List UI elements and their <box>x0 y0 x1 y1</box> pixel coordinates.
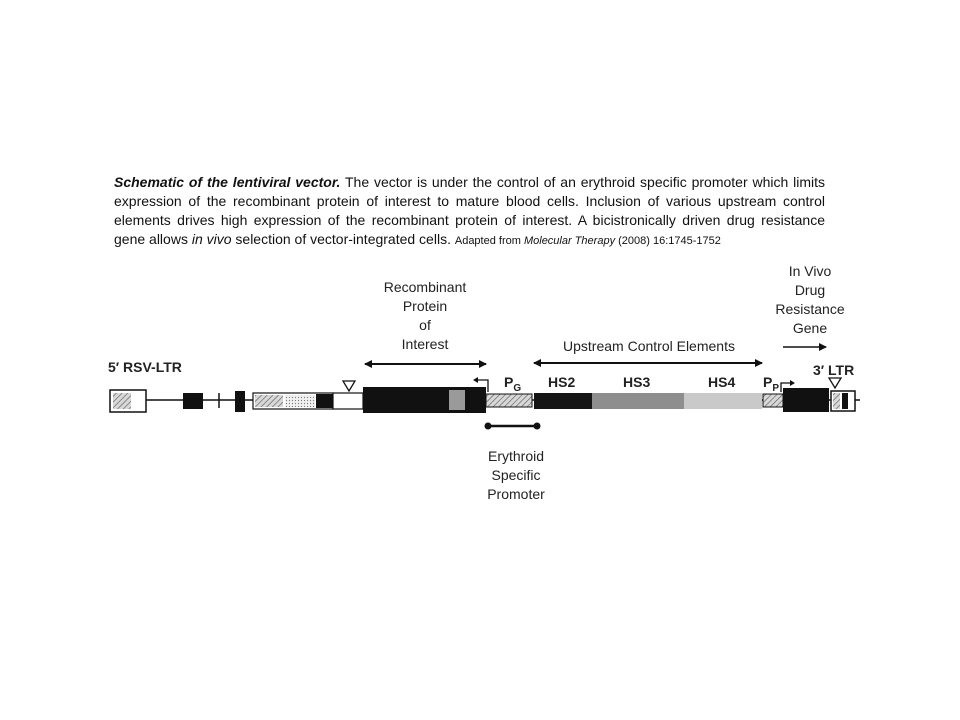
ltr3-dark <box>842 393 848 409</box>
recombinant-line-4: Interest <box>401 336 449 352</box>
pp-subscript: P <box>772 382 780 394</box>
hs2-label: HS2 <box>548 374 576 390</box>
segment-dark <box>316 394 333 408</box>
ltr5-hatch <box>113 393 131 409</box>
hs2-segment <box>534 393 592 409</box>
source-prefix: Adapted from <box>454 235 521 247</box>
pp-letter: P <box>763 374 773 390</box>
recombinant-line-2: Protein <box>402 298 448 314</box>
caption-title: Schematic of the lentiviral vector. <box>114 174 341 190</box>
recombinant-line-1: Recombinant <box>383 279 467 295</box>
element-block-2 <box>235 391 245 412</box>
pg-letter: P <box>504 374 514 390</box>
erythroid-span-start <box>485 423 492 430</box>
hs3-label: HS3 <box>623 374 651 390</box>
recombinant-grey-band <box>449 390 465 410</box>
ltr3-hatch <box>833 393 840 409</box>
caption-body: The vector is under the control of an erythroid specific promoter which limits expression of the recombinant protein of interest to mature blood cells. Inclusion of various upstream control elements drives high expression of the recombinant protein of interest. A bicistronically driven drug resistance gene allows <box>114 174 825 247</box>
hs4-segment <box>684 393 762 409</box>
erythroid-line-3: Promoter <box>487 486 545 502</box>
caption-in-vivo: in vivo <box>191 231 232 247</box>
erythroid-line-1: Erythroid <box>487 448 545 464</box>
erythroid-line-2: Specific <box>491 467 541 483</box>
erythroid-label <box>466 447 566 504</box>
element-block-1 <box>183 393 203 409</box>
recombinant-protein-block <box>363 387 486 413</box>
in-vivo-line-3: Resistance <box>775 301 845 317</box>
erythroid-span-end <box>534 423 541 430</box>
source-citation: (2008) 16:1745-1752 <box>618 235 721 247</box>
segment-hatch <box>255 395 283 407</box>
in-vivo-gene-label <box>760 262 860 338</box>
in-vivo-line-2: Drug <box>794 282 826 298</box>
pg-arrow-head <box>473 377 478 383</box>
pg-subscript: G <box>513 382 522 394</box>
caption-body-end: selection of vector-integrated cells. <box>235 231 451 247</box>
segment-dots <box>285 395 315 407</box>
recombinant-line-3: of <box>419 317 431 333</box>
source-journal: Molecular Therapy <box>523 235 616 247</box>
loxp-triangle-1 <box>343 381 355 391</box>
upstream-label: Upstream Control Elements <box>563 338 735 354</box>
open-segment <box>333 393 363 409</box>
pg-label <box>504 373 521 398</box>
hs3-segment <box>592 393 684 409</box>
ltr3-label: 3′ LTR <box>813 362 855 378</box>
recombinant-label <box>370 278 480 354</box>
in-vivo-line-4: Gene <box>792 320 828 336</box>
pp-arrow-head <box>790 380 795 386</box>
ltr5-label: 5′ RSV-LTR <box>108 359 182 375</box>
drug-resistance-block <box>783 388 829 412</box>
pp-label <box>763 373 779 398</box>
in-vivo-line-1: In Vivo <box>788 263 832 279</box>
hs4-label: HS4 <box>708 374 736 390</box>
